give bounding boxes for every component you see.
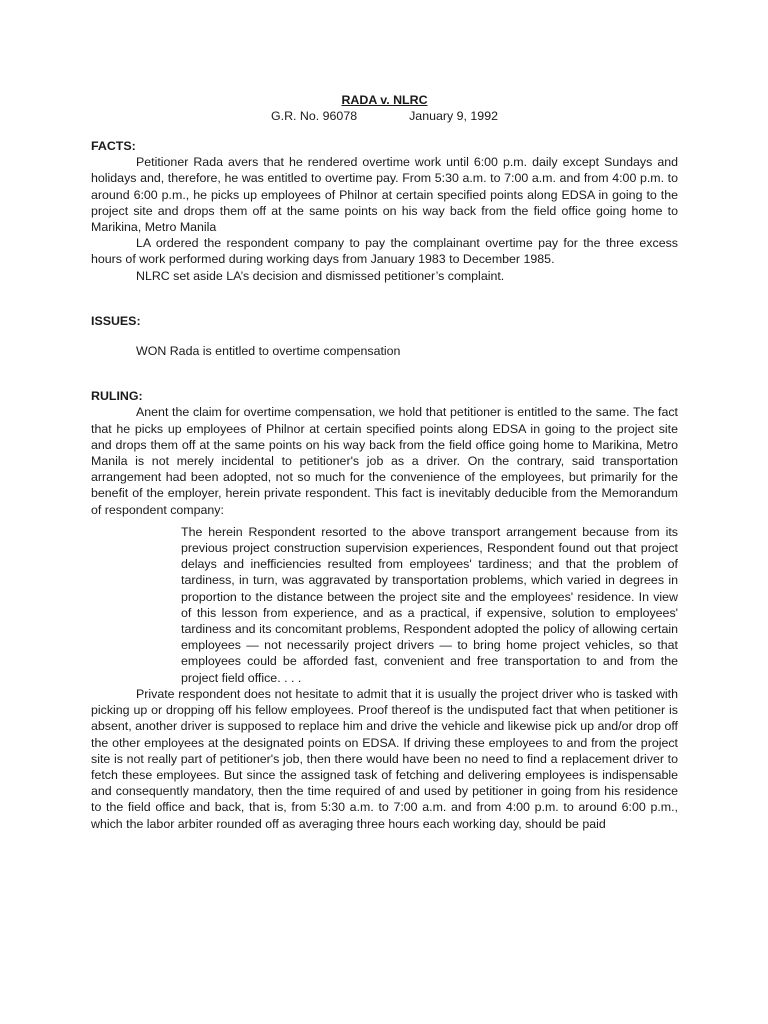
ruling-heading: RULING: xyxy=(91,389,143,404)
ruling-paragraph-2: Private respondent does not hesitate to admit that it is usually the project driver who is tasked with picking up or dropping off his fellow employees. Proof thereof is the undisputed fact that when petitioner is absent, another driver is supposed to replace him and drive the vehicle and likewise pick up and/or drop off the other employees at the designated points on EDSA. If driving these employees to and from the project site is not really part of petitioner's job, then there would have been no need to find a replacement driver to fetch these employees. But since the assigned task of fetching and delivering employees is indispensable and consequently mandatory, then the time required of and used by petitioner in going from his residence to the field office and back, that is, from 5:30 a.m. to 7:00 a.m. and from 4:00 p.m. to around 6:00 p.m., which the labor arbiter rounded off as averaging three hours each working day, should be paid xyxy=(91,686,678,831)
gr-number: G.R. No. 96078 xyxy=(271,109,358,123)
ruling-paragraph-1: Anent the claim for overtime compensation, we hold that petitioner is entitled to the same. The fact that he picks up employees of Philnor at certain specified points along EDSA in going to the project site and drops them off at the same points on his way back from the field office going home to Marikina, Metro Manila is not merely incidental to petitioner's job as a driver. On the contrary, said transportation arrangement had been adopted, not so much for the convenience of the employees, but primarily for the benefit of the employer, herein private respondent. This fact is inevitably deducible from the Memorandum of respondent company: xyxy=(91,405,678,517)
case-title: RADA v. NLRC xyxy=(341,93,428,107)
case-citation xyxy=(91,108,678,124)
facts-heading: FACTS: xyxy=(91,139,136,153)
facts-paragraph-3: NLRC set aside LA’s decision and dismissed petitioner’s complaint. xyxy=(136,268,505,283)
facts-paragraph-2: LA ordered the respondent company to pay the complainant overtime pay for the three excess hours of work performed during working days from January 1983 to December 1985. xyxy=(91,236,678,267)
issues-heading: ISSUES: xyxy=(91,313,141,328)
decision-date: January 9, 1992 xyxy=(409,109,498,123)
document-page xyxy=(91,92,678,832)
memorandum-quote: The herein Respondent resorted to the above transport arrangement because from its previous project construction supervision experiences, Respondent found out that project delays and inefficiencies resulted from employees' tardiness; and that the problem of tardiness, in turn, was aggravated by transportation problems, which varied in degrees in proportion to the distance between the project site and the employees' residence. In view of this lesson from experience, and as a practical, if expensive, solution to employees' tardiness and its concomitant problems, Respondent adopted the policy of allowing certain employees — not necessarily project drivers — to bring home project vehicles, so that employees could be afforded fast, convenient and free transportation to and from the project field office. . . . xyxy=(181,524,678,685)
issue-text: WON Rada is entitled to overtime compensation xyxy=(136,344,401,359)
facts-paragraph-1: Petitioner Rada avers that he rendered overtime work until 6:00 p.m. daily except Sundays and holidays and, therefore, he was entitled to overtime pay. From 5:30 a.m. to 7:00 a.m. and from 4:00 p.m. to around 6:00 p.m., he picks up employees of Philnor at certain specified points along EDSA in going to the project site and drops them off at the same points on his way back from the field office going home to Marikina, Metro Manila xyxy=(91,155,678,235)
